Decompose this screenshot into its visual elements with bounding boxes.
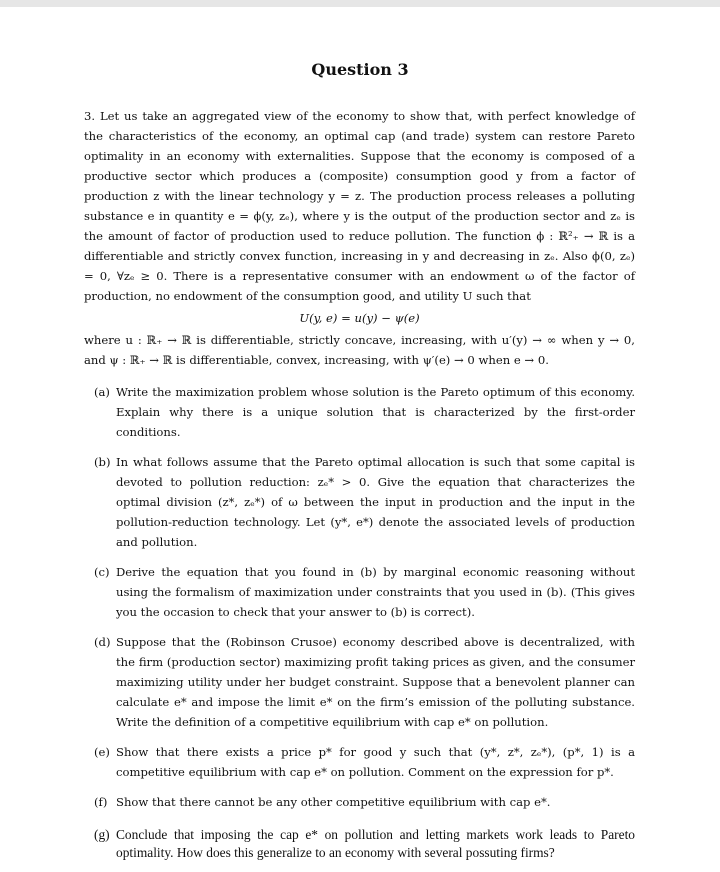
part-text: In what follows assume that the Pareto optimal allocation is such that some capital is devoted to pollution reduction: zₑ* > 0. Give the equation that characterizes the optimal division (z*, zₑ*) of ω between the input in production and the input in the pollution-reduction technology. Let (y*, e*) denote the associated levels of production and pollution. [116, 455, 635, 549]
question-body [84, 106, 635, 872]
part-label: (f) [94, 795, 108, 809]
part-label: (a) [94, 385, 110, 399]
part-text: Show that there cannot be any other competitive equilibrium with cap e*. [116, 795, 551, 809]
part-label: (g) [94, 827, 110, 842]
part-text: Conclude that imposing the cap e* on pollution and letting markets work leads to Pareto optimality. How does this generalize to an economy with several possuting firms? [116, 827, 635, 860]
part-c [84, 562, 635, 622]
part-text: Show that there exists a price p* for good y such that (y*, z*, zₑ*), (p*, 1) is a competitive equilibrium with cap e* on pollution. Comment on the expression for p*. [116, 745, 635, 779]
part-text: Derive the equation that you found in (b) by marginal economic reasoning without using the formalism of maximization under constraints that you used in (b). (This gives you the occasion to check that your answer to (b) is correct). [116, 565, 635, 619]
part-e [84, 742, 635, 782]
part-f [84, 792, 635, 812]
part-label: (d) [94, 635, 111, 649]
part-a [84, 382, 635, 442]
part-d [84, 632, 635, 732]
part-b [84, 452, 635, 552]
part-text: Suppose that the (Robinson Crusoe) economy described above is decentralized, with the firm (production sector) maximizing profit taking prices as given, and the consumer maximizing utility under her budget constraint. Suppose that a benevolent planner can calculate e* and impose the limit e* on the firm’s emission of the polluting substance. Write the definition of a competitive equilibrium with cap e* on pollution. [116, 635, 635, 729]
utility-equation: U(y, e) = u(y) − ψ(e) [299, 311, 420, 325]
part-label: (b) [94, 455, 111, 469]
intro-paragraph: 3. Let us take an aggregated view of the economy to show that, with perfect knowledge of the characteristics of the economy, an optimal cap (and trade) system can restore Pareto optimality in an economy with externalities. Suppose that the economy is composed of a productive sector which produces a (composite) consumption good y from a factor of production z with the linear technology y = z. The production process releases a polluting substance e in quantity e = ϕ(y, zₑ), where y is the output of the production sector and zₑ is the amount of factor of production used to reduce pollution. The function ϕ : ℝ²₊ → ℝ is a differentiable and strictly convex function, increasing in y and decreasing in zₑ. Also ϕ(0, zₑ) = 0, ∀zₑ ≥ 0. There is a representative consumer with an endowment ω of the factor of production, no endowment of the consumption good, and utility U such that [84, 109, 635, 303]
question-parts [84, 382, 635, 862]
part-label: (c) [94, 565, 110, 579]
part-g [84, 826, 635, 862]
top-bar [0, 0, 720, 7]
part-label: (e) [94, 745, 110, 759]
part-text: Write the maximization problem whose solution is the Pareto optimum of this economy. Explain why there is a unique solution that is characterized by the first-order conditions. [116, 385, 635, 439]
assumptions-paragraph: where u : ℝ₊ → ℝ is differentiable, strictly concave, increasing, with u′(y) → ∞ when y → 0, and ψ : ℝ₊ → ℝ is differentiable, convex, increasing, with ψ′(e) → 0 when e → 0. [84, 333, 635, 367]
question-title: Question 3 [311, 60, 409, 79]
